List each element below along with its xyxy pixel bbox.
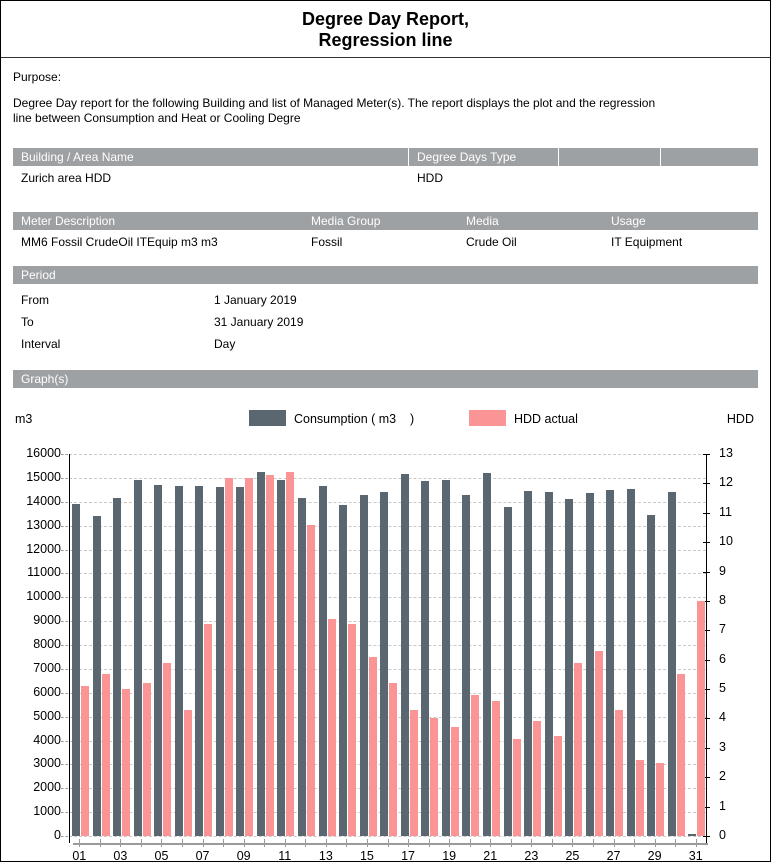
hdd-actual-bar <box>471 695 479 836</box>
x-axis-tick <box>367 839 368 847</box>
right-axis-label: 2 <box>719 769 726 784</box>
right-axis-line <box>706 454 707 843</box>
left-axis-tick <box>61 526 68 527</box>
left-axis-tick <box>61 764 68 765</box>
hdd-actual-bar <box>204 624 212 836</box>
hdd-actual-bar <box>574 663 582 836</box>
right-axis-label: 4 <box>719 710 726 725</box>
hdd-actual-bar <box>430 718 438 836</box>
hdd-actual-bar <box>451 727 459 836</box>
usage-value: IT Equipment <box>611 235 683 249</box>
period-header-label: Period <box>21 268 56 282</box>
period-interval-label: Interval <box>21 337 61 351</box>
hdd-actual-bar <box>389 683 397 836</box>
left-axis-tick <box>61 717 68 718</box>
consumption-bar <box>134 480 142 836</box>
header-meter-description: Meter Description <box>21 214 116 228</box>
x-axis-day-label: 21 <box>483 849 498 862</box>
period-from-label: From <box>21 293 49 307</box>
hdd-actual-bar <box>163 663 171 836</box>
x-axis-tick <box>552 839 553 847</box>
degree-day-bar-chart <box>1 436 770 862</box>
left-axis-tick <box>61 645 68 646</box>
left-axis-tick <box>61 741 68 742</box>
consumption-bar <box>545 492 553 836</box>
x-axis-day-label: 29 <box>647 849 662 862</box>
right-axis-label: 6 <box>719 651 726 666</box>
right-axis-label: 3 <box>719 739 726 754</box>
header-empty-2 <box>661 148 758 166</box>
consumption-bar <box>565 499 573 836</box>
consumption-bar <box>72 504 80 836</box>
left-axis-label: 0 <box>54 828 61 842</box>
left-axis-tick <box>61 454 68 455</box>
consumption-bar <box>360 495 368 836</box>
x-axis-tick <box>346 839 347 847</box>
report-title <box>1 1 770 58</box>
consumption-bar <box>462 495 470 836</box>
degree-days-type-value: HDD <box>417 171 443 185</box>
left-axis-label: 15000 <box>26 469 61 484</box>
left-axis-tick <box>61 478 68 479</box>
left-axis-label: 12000 <box>26 541 61 556</box>
hdd-actual-bar <box>122 689 130 836</box>
hdd-actual-bar <box>245 478 253 836</box>
period-row-from <box>13 284 758 310</box>
right-axis-label: 10 <box>719 534 733 549</box>
x-axis-tick <box>511 839 512 847</box>
consumption-bar <box>668 492 676 836</box>
x-axis-day-label: 03 <box>113 849 128 862</box>
header-degree-days-type: Degree Days Type <box>409 148 559 166</box>
left-axis-label: 2000 <box>33 780 61 795</box>
hdd-actual-bar <box>595 651 603 836</box>
consumption-bar <box>483 473 491 836</box>
x-axis-day-label: 31 <box>688 849 703 862</box>
hdd-actual-bar <box>369 657 377 836</box>
period-row-interval <box>13 332 758 354</box>
x-axis-tick <box>634 839 635 847</box>
left-axis-tick <box>61 502 68 503</box>
gridline <box>69 478 706 479</box>
period-interval-value: Day <box>214 337 236 351</box>
left-axis-tick <box>61 597 68 598</box>
hdd-actual-bar <box>697 601 705 836</box>
hdd-actual-bar <box>492 701 500 836</box>
right-axis-label: 7 <box>719 622 726 637</box>
consumption-bar <box>339 505 347 836</box>
header-media-group: Media Group <box>311 214 381 228</box>
left-axis-label: 1000 <box>33 804 61 819</box>
title-line-2: Regression line <box>318 30 453 50</box>
period-header <box>13 266 758 284</box>
hdd-actual-bar <box>636 760 644 836</box>
left-axis-label: 5000 <box>33 708 61 723</box>
header-empty-1 <box>559 148 661 166</box>
gridline <box>69 454 706 455</box>
hdd-legend-swatch <box>469 410 506 426</box>
hdd-actual-bar <box>656 763 664 836</box>
purpose-text-line-2: line between Consumption and Heat or Cooling Degre <box>13 111 301 125</box>
header-usage: Usage <box>611 214 646 228</box>
media-value: Crude Oil <box>466 235 517 249</box>
graphs-header <box>13 370 758 388</box>
hdd-legend-label: HDD actual <box>514 412 578 426</box>
graphs-header-label: Graph(s) <box>21 372 69 386</box>
building-table-header <box>13 148 758 166</box>
x-axis-day-label: 25 <box>565 849 580 862</box>
x-axis-tick <box>326 839 327 847</box>
hdd-actual-bar <box>143 683 151 836</box>
left-axis-tick <box>61 621 68 622</box>
consumption-bar <box>195 486 203 836</box>
x-axis-tick <box>264 839 265 847</box>
period-from-value: 1 January 2019 <box>214 293 297 307</box>
x-axis-tick <box>490 839 491 847</box>
left-axis-label: 7000 <box>33 660 61 675</box>
hdd-actual-bar <box>410 710 418 836</box>
left-axis-label: 9000 <box>33 613 61 628</box>
consumption-bar <box>401 474 409 836</box>
x-axis-tick <box>305 839 306 847</box>
right-axis-label: 1 <box>719 798 726 813</box>
x-axis-tick <box>203 839 204 847</box>
period-to-label: To <box>21 315 34 329</box>
x-axis-tick <box>675 839 676 847</box>
left-axis-tick <box>61 788 68 789</box>
period-row-to <box>13 310 758 332</box>
consumption-bar <box>421 481 429 836</box>
consumption-bar <box>154 485 162 836</box>
purpose-section <box>13 70 758 126</box>
consumption-legend-swatch <box>249 410 286 426</box>
left-axis-label: 10000 <box>26 589 61 604</box>
left-axis-label: 3000 <box>33 756 61 771</box>
media-group-value: Fossil <box>311 235 343 249</box>
gridline <box>69 836 706 837</box>
left-axis-tick <box>61 693 68 694</box>
right-axis-label: 0 <box>719 828 726 842</box>
left-axis-label: 16000 <box>26 446 61 460</box>
consumption-bar <box>216 487 224 836</box>
hdd-actual-bar <box>266 475 274 836</box>
building-table-row <box>13 166 758 188</box>
x-axis-tick <box>408 839 409 847</box>
consumption-bar <box>380 492 388 836</box>
x-axis-tick <box>100 839 101 847</box>
consumption-bar <box>647 515 655 836</box>
x-axis-tick <box>655 839 656 847</box>
x-axis-day-label: 09 <box>236 849 251 862</box>
left-axis-label: 13000 <box>26 517 61 532</box>
hdd-actual-bar <box>225 478 233 836</box>
hdd-actual-bar <box>102 674 110 836</box>
x-axis-day-label: 13 <box>318 849 333 862</box>
hdd-actual-bar <box>81 686 89 836</box>
consumption-bar <box>257 472 265 836</box>
x-axis-day-label: 07 <box>195 849 210 862</box>
hdd-actual-bar <box>513 739 521 836</box>
right-axis-label: 13 <box>719 446 733 460</box>
left-axis-tick <box>61 812 68 813</box>
consumption-bar <box>688 834 696 836</box>
consumption-bar <box>175 486 183 836</box>
header-media: Media <box>466 214 499 228</box>
x-axis-tick <box>696 839 697 847</box>
left-axis-label: 4000 <box>33 732 61 747</box>
left-axis-line <box>69 454 70 843</box>
x-axis-tick <box>470 839 471 847</box>
right-axis-label: 12 <box>719 475 733 490</box>
x-axis-tick <box>244 839 245 847</box>
meter-table-header <box>13 212 758 230</box>
consumption-bar <box>442 480 450 836</box>
left-axis-tick <box>61 573 68 574</box>
hdd-actual-bar <box>286 472 294 836</box>
x-axis-tick <box>161 839 162 847</box>
x-axis-tick <box>531 839 532 847</box>
left-axis-tick <box>61 550 68 551</box>
hdd-actual-bar <box>677 674 685 836</box>
hdd-actual-bar <box>348 624 356 836</box>
x-axis-tick <box>120 839 121 847</box>
x-axis-day-label: 19 <box>442 849 457 862</box>
consumption-bar <box>586 493 594 836</box>
right-axis-label: 11 <box>719 504 732 519</box>
left-axis-tick <box>61 669 68 670</box>
x-axis-tick <box>223 839 224 847</box>
meter-description-value: MM6 Fossil CrudeOil ITEquip m3 m3 <box>21 235 218 249</box>
purpose-label: Purpose: <box>13 70 62 84</box>
x-axis-tick <box>429 839 430 847</box>
x-axis-day-label: 17 <box>401 849 415 862</box>
hdd-actual-bar <box>328 619 336 836</box>
x-axis-tick <box>285 839 286 847</box>
x-axis-day-label: 01 <box>72 849 87 862</box>
consumption-bar <box>298 498 306 836</box>
left-axis-unit-label: m3 <box>15 412 33 426</box>
hdd-actual-bar <box>184 710 192 836</box>
consumption-bar <box>606 490 614 836</box>
right-axis-unit-label: HDD <box>726 412 754 426</box>
consumption-bar <box>277 480 285 836</box>
hdd-actual-bar <box>533 721 541 836</box>
right-axis-label: 8 <box>719 592 726 607</box>
left-axis-label: 6000 <box>33 684 61 699</box>
consumption-legend-label: Consumption ( m3 ) <box>294 412 415 426</box>
hdd-actual-bar <box>615 710 623 836</box>
right-axis-label: 5 <box>719 681 726 696</box>
consumption-bar <box>93 516 101 836</box>
x-axis-day-label: 11 <box>278 849 292 862</box>
chart-legend <box>1 404 770 434</box>
consumption-bar <box>627 489 635 836</box>
x-axis-day-label: 05 <box>154 849 169 862</box>
left-axis-label: 8000 <box>33 637 61 651</box>
left-axis-label: 11000 <box>27 565 61 580</box>
left-axis-tick <box>61 836 68 837</box>
x-axis-day-label: 15 <box>359 849 374 862</box>
x-axis-tick <box>141 839 142 847</box>
left-axis-label: 14000 <box>26 493 61 508</box>
consumption-bar <box>319 486 327 836</box>
hdd-actual-bar <box>307 525 315 836</box>
x-axis-tick <box>614 839 615 847</box>
consumption-bar <box>524 491 532 836</box>
hdd-actual-bar <box>554 736 562 836</box>
consumption-bar <box>504 507 512 836</box>
title-line-1: Degree Day Report, <box>301 9 470 29</box>
period-to-value: 31 January 2019 <box>214 315 304 329</box>
consumption-bar <box>113 498 121 836</box>
x-axis-tick <box>388 839 389 847</box>
x-axis-tick <box>572 839 573 847</box>
x-axis-tick <box>449 839 450 847</box>
building-area-name-value: Zurich area HDD <box>21 171 112 185</box>
x-axis-day-label: 23 <box>524 849 539 862</box>
header-building-area-name: Building / Area Name <box>13 148 409 166</box>
meter-table-row <box>13 230 758 252</box>
purpose-text-line-1: Degree Day report for the following Building and list of Managed Meter(s). The report displays the plot and the regression <box>13 96 656 110</box>
consumption-bar <box>236 487 244 836</box>
right-axis-label: 9 <box>719 563 726 578</box>
x-axis-tick <box>79 839 80 847</box>
x-axis-tick <box>182 839 183 847</box>
x-axis-tick <box>593 839 594 847</box>
x-axis-day-label: 27 <box>606 849 621 862</box>
